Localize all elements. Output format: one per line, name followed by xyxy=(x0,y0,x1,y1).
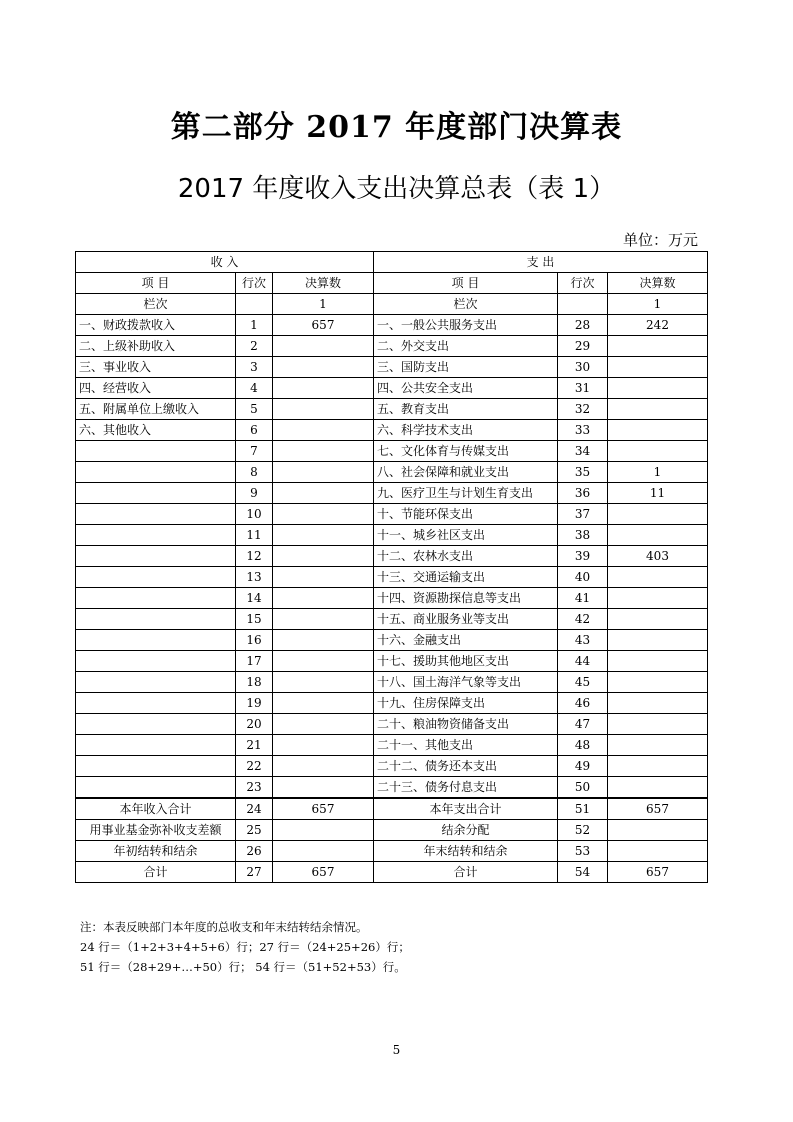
table-row xyxy=(76,483,708,504)
income-item xyxy=(76,630,236,651)
income-amount xyxy=(273,756,374,777)
income-summary-item: 用事业基金弥补收支差额 xyxy=(76,820,236,841)
expense-amount xyxy=(608,420,708,441)
expense-row-no: 29 xyxy=(558,336,608,357)
table-row xyxy=(76,609,708,630)
income-item xyxy=(76,483,236,504)
income-amount xyxy=(273,420,374,441)
income-row-no: 23 xyxy=(236,777,273,799)
table-row xyxy=(76,336,708,357)
income-amount xyxy=(273,714,374,735)
expense-row-no: 32 xyxy=(558,399,608,420)
expense-amount xyxy=(608,441,708,462)
expense-rowno-header: 行次 xyxy=(558,273,608,294)
expense-row-no: 40 xyxy=(558,567,608,588)
note-line-3: 51 行＝（28+29+…+50）行； 54 行＝（51+52+53）行。 xyxy=(80,960,406,974)
income-item: 五、附属单位上缴收入 xyxy=(76,399,236,420)
income-row-no: 3 xyxy=(236,357,273,378)
table-row xyxy=(76,714,708,735)
expense-item: 十三、交通运输支出 xyxy=(374,567,558,588)
expense-item: 九、医疗卫生与计划生育支出 xyxy=(374,483,558,504)
expense-amount xyxy=(608,609,708,630)
table-row xyxy=(76,315,708,336)
expense-amount xyxy=(608,777,708,799)
income-row-no: 22 xyxy=(236,756,273,777)
income-summary-amount: 657 xyxy=(273,798,374,820)
income-row-no: 11 xyxy=(236,525,273,546)
expense-summary-item: 合计 xyxy=(374,862,558,883)
expense-header: 支 出 xyxy=(374,252,708,273)
expense-item: 八、社会保障和就业支出 xyxy=(374,462,558,483)
table-row xyxy=(76,756,708,777)
expense-item: 二十、粮油物资储备支出 xyxy=(374,714,558,735)
income-amount xyxy=(273,336,374,357)
income-item: 四、经营收入 xyxy=(76,378,236,399)
income-item xyxy=(76,651,236,672)
expense-row-no: 49 xyxy=(558,756,608,777)
expense-amount xyxy=(608,378,708,399)
table-row xyxy=(76,441,708,462)
income-item xyxy=(76,588,236,609)
income-item xyxy=(76,546,236,567)
expense-summary-amount xyxy=(608,841,708,862)
expense-row-no: 37 xyxy=(558,504,608,525)
income-summary-amount xyxy=(273,820,374,841)
income-item xyxy=(76,672,236,693)
expense-summary-amount: 657 xyxy=(608,862,708,883)
income-summary-row-no: 26 xyxy=(236,841,273,862)
income-row-no: 14 xyxy=(236,588,273,609)
expense-amount: 11 xyxy=(608,483,708,504)
table-row xyxy=(76,504,708,525)
income-item xyxy=(76,609,236,630)
income-summary-item: 本年收入合计 xyxy=(76,798,236,820)
table-row xyxy=(76,399,708,420)
expense-item-header: 项 目 xyxy=(374,273,558,294)
expense-item: 十四、资源勘探信息等支出 xyxy=(374,588,558,609)
expense-amount-header: 决算数 xyxy=(608,273,708,294)
expense-amount xyxy=(608,630,708,651)
income-rowno-header: 行次 xyxy=(236,273,273,294)
note-line-1: 注：本表反映部门本年度的总收支和年末结转结余情况。 xyxy=(80,920,368,934)
expense-amount: 1 xyxy=(608,462,708,483)
expense-amount: 403 xyxy=(608,546,708,567)
expense-amount xyxy=(608,651,708,672)
income-amount xyxy=(273,735,374,756)
expense-row-no: 39 xyxy=(558,546,608,567)
expense-item: 三、国防支出 xyxy=(374,357,558,378)
income-row-no: 16 xyxy=(236,630,273,651)
expense-row-no: 46 xyxy=(558,693,608,714)
income-row-no: 4 xyxy=(236,378,273,399)
table-row xyxy=(76,546,708,567)
income-expense-table xyxy=(75,251,708,883)
income-row-no: 7 xyxy=(236,441,273,462)
income-item xyxy=(76,441,236,462)
expense-summary-row-no: 52 xyxy=(558,820,608,841)
unit-label: 单位：万元 xyxy=(622,231,698,249)
expense-item: 十五、商业服务业等支出 xyxy=(374,609,558,630)
expense-item: 二十三、债务付息支出 xyxy=(374,777,558,799)
income-amount xyxy=(273,546,374,567)
income-amount xyxy=(273,483,374,504)
table-title: 2017 年度收入支出决算总表（表 1） xyxy=(177,174,616,204)
table-row xyxy=(76,378,708,399)
expense-row-no: 36 xyxy=(558,483,608,504)
expense-row-no: 34 xyxy=(558,441,608,462)
expense-item: 二十二、债务还本支出 xyxy=(374,756,558,777)
income-row-no: 10 xyxy=(236,504,273,525)
expense-item: 十七、援助其他地区支出 xyxy=(374,651,558,672)
expense-row-no: 43 xyxy=(558,630,608,651)
expense-row-no: 44 xyxy=(558,651,608,672)
expense-item: 六、科学技术支出 xyxy=(374,420,558,441)
income-lanci-label: 栏次 xyxy=(76,294,236,315)
income-lanci-rowno xyxy=(236,294,273,315)
income-amount xyxy=(273,504,374,525)
table-row xyxy=(76,462,708,483)
expense-amount xyxy=(608,504,708,525)
table-row xyxy=(76,525,708,546)
income-row-no: 15 xyxy=(236,609,273,630)
expense-item: 七、文化体育与传媒支出 xyxy=(374,441,558,462)
expense-row-no: 31 xyxy=(558,378,608,399)
expense-amount xyxy=(608,336,708,357)
expense-row-no: 48 xyxy=(558,735,608,756)
income-item xyxy=(76,567,236,588)
expense-item: 十六、金融支出 xyxy=(374,630,558,651)
income-amount xyxy=(273,693,374,714)
expense-row-no: 28 xyxy=(558,315,608,336)
expense-item: 十八、国土海洋气象等支出 xyxy=(374,672,558,693)
income-item xyxy=(76,462,236,483)
income-row-no: 18 xyxy=(236,672,273,693)
expense-item: 十九、住房保障支出 xyxy=(374,693,558,714)
expense-summary-amount: 657 xyxy=(608,798,708,820)
income-summary-amount: 657 xyxy=(273,862,374,883)
expense-amount xyxy=(608,588,708,609)
income-summary-item: 年初结转和结余 xyxy=(76,841,236,862)
expense-lanci-rowno xyxy=(558,294,608,315)
income-amount xyxy=(273,630,374,651)
income-amount xyxy=(273,609,374,630)
expense-lanci-label: 栏次 xyxy=(374,294,558,315)
expense-row-no: 35 xyxy=(558,462,608,483)
income-row-no: 9 xyxy=(236,483,273,504)
note-line-2: 24 行＝（1+2+3+4+5+6）行；27 行＝（24+25+26）行； xyxy=(80,940,410,954)
income-row-no: 20 xyxy=(236,714,273,735)
expense-amount xyxy=(608,672,708,693)
income-summary-row-no: 25 xyxy=(236,820,273,841)
expense-item: 五、教育支出 xyxy=(374,399,558,420)
summary-row xyxy=(76,862,708,883)
income-amount xyxy=(273,588,374,609)
income-amount xyxy=(273,525,374,546)
expense-summary-row-no: 54 xyxy=(558,862,608,883)
income-header: 收 入 xyxy=(76,252,374,273)
table-row xyxy=(76,672,708,693)
expense-item: 一、一般公共服务支出 xyxy=(374,315,558,336)
expense-item: 十二、农林水支出 xyxy=(374,546,558,567)
summary-row xyxy=(76,841,708,862)
expense-item: 二、外交支出 xyxy=(374,336,558,357)
income-row-no: 8 xyxy=(236,462,273,483)
expense-summary-row-no: 51 xyxy=(558,798,608,820)
part-title: 第二部分 2017 年度部门决算表 xyxy=(170,110,623,145)
income-amount xyxy=(273,462,374,483)
expense-amount xyxy=(608,756,708,777)
expense-row-no: 50 xyxy=(558,777,608,799)
table-row xyxy=(76,777,708,799)
expense-row-no: 47 xyxy=(558,714,608,735)
income-row-no: 1 xyxy=(236,315,273,336)
expense-amount xyxy=(608,567,708,588)
expense-row-no: 42 xyxy=(558,609,608,630)
expense-summary-row-no: 53 xyxy=(558,841,608,862)
income-item-header: 项 目 xyxy=(76,273,236,294)
income-item xyxy=(76,777,236,799)
income-item xyxy=(76,504,236,525)
income-row-no: 5 xyxy=(236,399,273,420)
table-row xyxy=(76,693,708,714)
table-row xyxy=(76,630,708,651)
income-item xyxy=(76,525,236,546)
income-row-no: 21 xyxy=(236,735,273,756)
income-row-no: 17 xyxy=(236,651,273,672)
expense-amount xyxy=(608,399,708,420)
expense-item: 四、公共安全支出 xyxy=(374,378,558,399)
income-summary-row-no: 27 xyxy=(236,862,273,883)
table-row xyxy=(76,420,708,441)
expense-summary-item: 结余分配 xyxy=(374,820,558,841)
expense-row-no: 30 xyxy=(558,357,608,378)
table-row xyxy=(76,357,708,378)
expense-row-no: 33 xyxy=(558,420,608,441)
expense-summary-item: 本年支出合计 xyxy=(374,798,558,820)
table-row xyxy=(76,567,708,588)
expense-lanci-col: 1 xyxy=(608,294,708,315)
expense-row-no: 45 xyxy=(558,672,608,693)
summary-row xyxy=(76,798,708,820)
expense-summary-amount xyxy=(608,820,708,841)
income-row-no: 19 xyxy=(236,693,273,714)
expense-amount xyxy=(608,525,708,546)
income-item: 二、上级补助收入 xyxy=(76,336,236,357)
expense-row-no: 41 xyxy=(558,588,608,609)
expense-amount xyxy=(608,693,708,714)
expense-amount xyxy=(608,714,708,735)
income-summary-item: 合计 xyxy=(76,862,236,883)
income-item xyxy=(76,756,236,777)
income-summary-row-no: 24 xyxy=(236,798,273,820)
income-amount-header: 决算数 xyxy=(273,273,374,294)
table-row xyxy=(76,651,708,672)
income-amount xyxy=(273,399,374,420)
page-number: 5 xyxy=(392,1043,401,1057)
expense-amount: 242 xyxy=(608,315,708,336)
expense-item: 十、节能环保支出 xyxy=(374,504,558,525)
table-row xyxy=(76,735,708,756)
income-item xyxy=(76,693,236,714)
summary-row xyxy=(76,820,708,841)
income-amount xyxy=(273,672,374,693)
income-row-no: 6 xyxy=(236,420,273,441)
income-amount: 657 xyxy=(273,315,374,336)
income-summary-amount xyxy=(273,841,374,862)
expense-item: 二十一、其他支出 xyxy=(374,735,558,756)
expense-amount xyxy=(608,735,708,756)
income-amount xyxy=(273,441,374,462)
income-row-no: 2 xyxy=(236,336,273,357)
income-item: 六、其他收入 xyxy=(76,420,236,441)
income-item: 三、事业收入 xyxy=(76,357,236,378)
income-amount xyxy=(273,357,374,378)
income-item xyxy=(76,714,236,735)
income-amount xyxy=(273,567,374,588)
table-row xyxy=(76,588,708,609)
income-row-no: 13 xyxy=(236,567,273,588)
income-amount xyxy=(273,651,374,672)
income-item: 一、财政拨款收入 xyxy=(76,315,236,336)
income-amount xyxy=(273,378,374,399)
income-lanci-col: 1 xyxy=(273,294,374,315)
expense-row-no: 38 xyxy=(558,525,608,546)
expense-summary-item: 年末结转和结余 xyxy=(374,841,558,862)
income-row-no: 12 xyxy=(236,546,273,567)
expense-amount xyxy=(608,357,708,378)
income-amount xyxy=(273,777,374,799)
expense-item: 十一、城乡社区支出 xyxy=(374,525,558,546)
income-item xyxy=(76,735,236,756)
